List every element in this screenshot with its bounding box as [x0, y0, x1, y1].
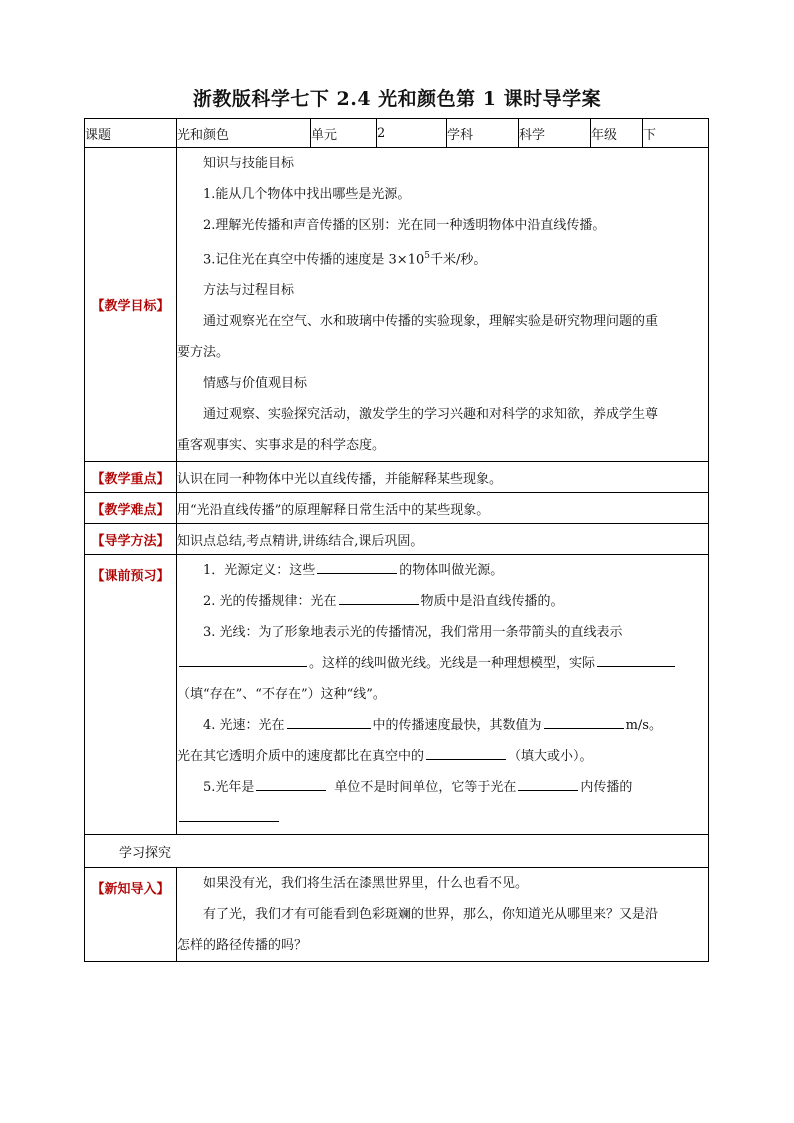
- preview-question-1: [177, 555, 708, 586]
- difficulty-label: 【教学难点】: [85, 493, 177, 524]
- answer-blank[interactable]: [256, 776, 326, 791]
- objective-heading-method: 方法与过程目标: [203, 283, 295, 299]
- intro-paragraph-cont: 怎样的路径传播的吗？: [177, 938, 308, 954]
- objective-item: 通过观察、实验探究活动，激发学生的学习兴趣和对科学的求知欲，养成学生尊: [203, 407, 659, 423]
- question-text: m/s。: [625, 718, 662, 734]
- method-label: 【导学方法】: [85, 524, 177, 555]
- method-row: [85, 524, 709, 555]
- question-text: 1．光源定义：这些: [203, 563, 316, 579]
- objective-text: 3.记住光在真空中传播的速度是 3×10: [203, 252, 425, 268]
- objectives-content: [177, 148, 709, 462]
- key-point-text: 认识在同一种物体中光以直线传播，并能解释某些现象。: [177, 462, 709, 493]
- answer-blank[interactable]: [287, 714, 371, 729]
- intro-paragraph: 有了光，我们才有可能看到色彩斑斓的世界，那么，你知道光从哪里来？又是沿: [203, 907, 659, 923]
- answer-blank[interactable]: [544, 714, 624, 729]
- objective-item: 2.理解光传播和声音传播的区别：光在同一种透明物体中沿直线传播。: [203, 218, 606, 233]
- answer-blank[interactable]: [426, 745, 506, 760]
- lesson-plan-table: [84, 118, 709, 962]
- explore-heading: 学习探究: [85, 835, 709, 868]
- grade-label: 年级: [591, 119, 643, 148]
- objective-item-cont: 重客观事实、实事求是的科学态度。: [177, 438, 386, 454]
- preview-question-4: [177, 710, 708, 741]
- topic-value: 光和颜色: [177, 119, 311, 148]
- intro-paragraph: 如果没有光，我们将生活在漆黑世界里，什么也看不见。: [203, 876, 529, 892]
- answer-blank[interactable]: [179, 652, 307, 667]
- objectives-row: [85, 148, 709, 462]
- question-text: （填大或小）。: [508, 749, 593, 765]
- answer-blank[interactable]: [179, 807, 279, 822]
- header-row: [85, 119, 709, 148]
- difficulty-text: 用“光沿直线传播”的原理解释日常生活中的某些现象。: [177, 493, 709, 524]
- unit-label: 单元: [311, 119, 377, 148]
- answer-blank[interactable]: [597, 652, 675, 667]
- objective-text: 千米/秒。: [429, 252, 487, 268]
- subject-value: 科学: [519, 119, 591, 148]
- difficulty-row: [85, 493, 709, 524]
- question-text: 5.光年是: [203, 780, 255, 796]
- intro-label: 【新知导入】: [85, 868, 177, 962]
- question-text: 光在其它透明介质中的速度都比在真空中的: [177, 749, 425, 765]
- objectives-label: 【教学目标】: [85, 148, 177, 462]
- preview-question-3-cont: [177, 648, 708, 679]
- preview-question-5-cont: [177, 803, 708, 834]
- preview-content: [177, 555, 709, 835]
- question-text: 内传播的: [580, 780, 633, 796]
- answer-blank[interactable]: [518, 776, 578, 791]
- subject-label: 学科: [447, 119, 519, 148]
- method-text: 知识点总结,考点精讲,讲练结合,课后巩固。: [177, 524, 709, 555]
- objective-heading-knowledge: 知识与技能目标: [203, 156, 295, 171]
- objective-item: [177, 241, 708, 275]
- unit-value: 2: [377, 119, 447, 148]
- preview-question-2: [177, 586, 708, 617]
- answer-blank[interactable]: [339, 590, 419, 605]
- explore-row: [85, 835, 709, 868]
- objective-item: 1.能从几个物体中找出哪些是光源。: [203, 187, 411, 202]
- key-point-row: [85, 462, 709, 493]
- preview-question-4-cont: [177, 741, 708, 772]
- question-text: 2. 光的传播规律：光在: [203, 594, 337, 610]
- answer-blank[interactable]: [317, 559, 397, 574]
- question-text: 单位不是时间单位，它等于光在: [334, 780, 517, 796]
- preview-question-3: 3. 光线：为了形象地表示光的传播情况，我们常用一条带箭头的直线表示: [203, 625, 623, 641]
- preview-question-5: [177, 772, 708, 803]
- preview-label: 【课前预习】: [85, 555, 177, 835]
- objective-heading-emotion: 情感与价值观目标: [203, 376, 308, 392]
- question-text: 物质中是沿直线传播的。: [420, 594, 564, 610]
- preview-question-3-end: （填“存在”、“不存在”）这种“线”。: [177, 687, 386, 703]
- exponent: 5: [424, 251, 430, 261]
- question-text: 4. 光速：光在: [203, 718, 285, 734]
- preview-row: [85, 555, 709, 835]
- question-text: 的物体叫做光源。: [399, 563, 504, 579]
- topic-label: 课题: [85, 119, 177, 148]
- intro-row: [85, 868, 709, 962]
- page-title: 浙教版科学七下 2.4 光和颜色第 1 课时导学案: [192, 88, 602, 110]
- grade-value: 下: [643, 119, 709, 148]
- intro-content: [177, 868, 709, 962]
- key-point-label: 【教学重点】: [85, 462, 177, 493]
- objective-item: 通过观察光在空气、水和玻璃中传播的实验现象，理解实验是研究物理问题的重: [203, 314, 659, 330]
- question-text: 中的传播速度最快，其数值为: [372, 718, 542, 734]
- question-text: 。这样的线叫做光线。光线是一种理想模型，实际: [309, 656, 596, 672]
- objective-item-cont: 要方法。: [177, 345, 230, 361]
